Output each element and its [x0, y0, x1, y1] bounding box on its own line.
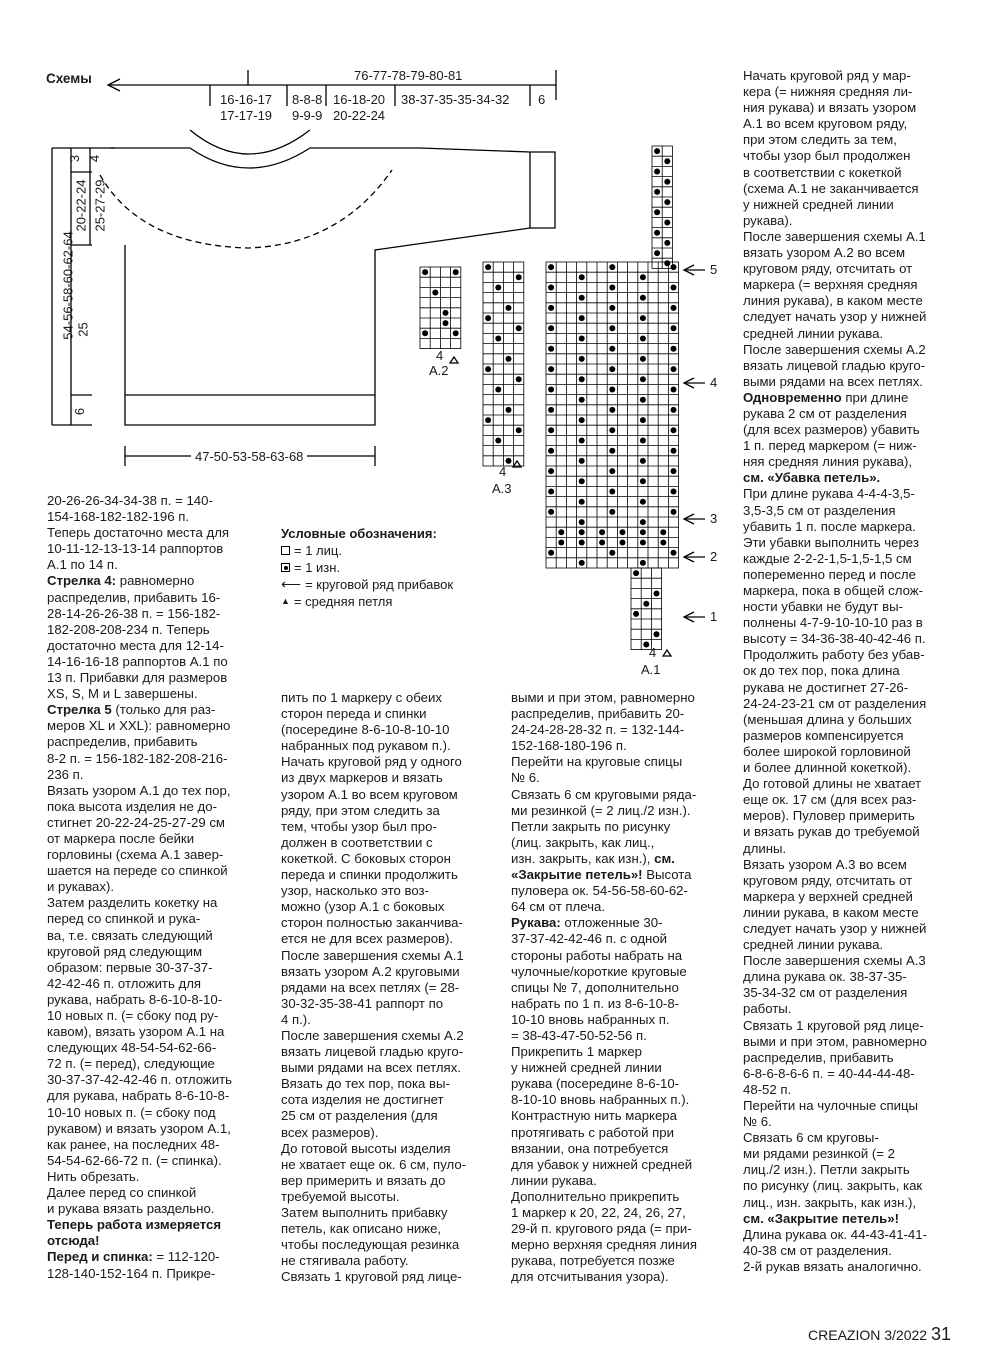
purl-stitch	[671, 325, 677, 331]
purl-stitch	[609, 550, 615, 556]
side-4-label: 4	[87, 154, 103, 163]
purl-stitch	[453, 330, 459, 336]
a1-label: А.1	[641, 662, 661, 677]
purl-stitch	[579, 417, 585, 423]
purl-stitch	[620, 540, 626, 546]
purl-symbol-icon	[281, 563, 290, 572]
purl-stitch	[633, 611, 639, 617]
purl-stitch	[516, 376, 522, 382]
legend-purl: = 1 изн.	[294, 560, 341, 575]
purl-stitch	[654, 189, 660, 195]
purl-stitch	[671, 387, 677, 393]
purl-stitch	[516, 427, 522, 433]
purl-stitch	[579, 499, 585, 505]
page-footer	[808, 1324, 951, 1345]
page-number: 31	[930, 1324, 951, 1344]
purl-stitch	[609, 305, 615, 311]
purl-stitch	[654, 148, 660, 154]
purl-stitch	[671, 509, 677, 515]
purl-stitch	[579, 438, 585, 444]
purl-stitch	[654, 250, 660, 256]
purl-stitch	[599, 540, 605, 546]
purl-stitch	[671, 550, 677, 556]
purl-stitch	[664, 220, 670, 226]
side-6-label: 6	[72, 407, 88, 416]
purl-stitch	[516, 325, 522, 331]
purl-stitch	[432, 290, 438, 296]
arrow-5-label: 5	[710, 262, 718, 277]
purl-stitch	[495, 438, 501, 444]
text-column-4: Начать круговой ряд у мар- кера (= нижняя средняя ли- ния рукава) и вязать узором А.1 во всем круговом ряду, при этом следить за тем, чтобы узор был продолжен в соответствии с кокеткой (схема А.1 не заканчивается у нижней средней линии рукава). После завершения схемы А.1 вязать узором А.2 во всем круговом ряду, отсчитать от маркера (= верхняя средняя линия рукава), в каком месте следует начать узор у нижней средней линии рукава. После завершения схемы А.2 вязать лицевой гладью круго- выми рядами на всех петлях. Одновременно при длине рукава 2 см от разделения (для всех размеров) убавить 1 п. перед маркером (= ниж- няя средняя линия рукава), см. «Убавка петель». При длине рукава 4-4-4-3,5- 3,5-3,5 см от разделения убавить 1 п. после маркера. Эти убавки выполнить через каждые 2-2-2-1,5-1,5-1,5 см попеременно перед и после маркера, пока в общей слож- ности убавки не будут вы- полнены 4-7-9-10-10-10 раз в высоту = 34-36-38-40-42-46 п. Продолжить работу без убав- ок до тех пор, пока длина рукава не достигнет 27-26- 24-24-23-21 см от разделения (меньшая длина у больших размеров компенсируется более широкой горловиной и более длинной кокеткой). До готовой длины не хватает еще ок. 17 см (для всех раз- меров). Пуловер примерить и вязать рукав до требуемой длины. Вязать узором А.3 во всем круговом ряду, отсчитать от маркера у верхней средней линии рукава, в каком месте следует начать узор у нижней средней линии рукава. После завершения схемы А.3 длина рукава ок. 38-37-35- 35-34-32 см от разделения работы. Связать 1 круговой ряд лице- выми и при этом, равномерно распределив, прибавить 6-8-6-8-6-6 п. = 40-44-44-48- 48-52 п. Перейти на чулочные спицы № 6. Связать 6 см круговы- ми рядами резинкой (= 2 лиц./2 изн.). Петли закрыть по рисунку (лиц. закрыть, как лиц., изн. закрыть, как изн.), см. «Закрытие петель»! Длина рукава ок. 44-43-41-41- 40-38 см от разделения. 2-й рукав вязать аналогично.	[743, 68, 927, 1274]
purl-stitch	[579, 376, 585, 382]
purl-stitch	[654, 631, 660, 637]
purl-stitch	[660, 540, 666, 546]
purl-stitch	[664, 179, 670, 185]
purl-stitch	[640, 458, 646, 464]
top-seg3-line1: 16-18-20	[333, 92, 386, 107]
purl-stitch	[671, 366, 677, 372]
legend	[281, 525, 453, 610]
purl-stitch	[640, 274, 646, 280]
legend-center: = средняя петля	[293, 594, 393, 609]
purl-stitch	[609, 366, 615, 372]
a2-four: 4	[436, 348, 444, 363]
purl-stitch	[654, 591, 660, 597]
side-3-label: 3	[67, 154, 83, 163]
purl-stitch	[654, 230, 660, 236]
text-column-3: выми и при этом, равномерно распределив, прибавить 20- 24-24-28-28-32 п. = 132-144- 152-168-180-196 п. Перейти на круговые спицы № 6. Связать 6 см круговыми ряда- ми резинкой (= 2 лиц./2 изн.). Петли закрыть по рисунку (лиц. закрыть, как лиц., изн. закрыть, как изн.), см. «Закрытие петель»! Высота пуловера ок. 54-56-58-60-62- 64 см от плеча. Рукава: отложенные 30- 37-37-42-42-46 п. с одной стороны работы набрать на чулочные/короткие круговые спицы № 7, дополнительно набрать по 1 п. из 8-6-10-8- 10-10 вновь набранных п. = 38-43-47-50-52-56 п. Прикрепить 1 маркер у нижней средней линии рукава (посередине 8-6-10- 8-10-10 вновь набранных п.). Контрастную нить маркера протягивать с работой при вязании, она потребуется для убавок у нижней средней линии рукава. Дополнительно прикрепить 1 маркер к 20, 22, 24, 26, 27, 29-й п. кругового ряда (= при- мерно верхняя средняя линия рукава, потребуется позже для отсчитывания узора).	[511, 690, 697, 1285]
purl-stitch	[548, 550, 554, 556]
purl-stitch	[664, 158, 670, 164]
top-seg1-line2: 17-17-19	[220, 108, 273, 123]
top-seg3-line2: 20-22-24	[333, 108, 386, 123]
purl-stitch	[506, 407, 512, 413]
purl-stitch	[609, 346, 615, 352]
purl-stitch	[599, 529, 605, 535]
purl-stitch	[579, 356, 585, 362]
purl-stitch	[664, 260, 670, 266]
purl-stitch	[609, 325, 615, 331]
purl-stitch	[579, 478, 585, 484]
purl-stitch	[633, 570, 639, 576]
purl-stitch	[671, 468, 677, 474]
legend-title: Условные обозначения:	[281, 526, 437, 541]
purl-stitch	[643, 601, 649, 607]
purl-stitch	[548, 387, 554, 393]
purl-stitch	[516, 274, 522, 280]
bottom-width-label: 47-50-53-58-63-68	[191, 449, 307, 464]
top-total-label: 76-77-78-79-80-81	[354, 68, 463, 83]
purl-stitch	[548, 468, 554, 474]
purl-stitch	[609, 489, 615, 495]
purl-stitch	[506, 458, 512, 464]
purl-stitch	[671, 264, 677, 270]
purl-stitch	[640, 529, 646, 535]
purl-stitch	[609, 285, 615, 291]
purl-stitch	[485, 315, 491, 321]
knit-symbol-icon	[281, 546, 290, 555]
purl-stitch	[548, 366, 554, 372]
arrow-2-label: 2	[710, 549, 718, 564]
purl-stitch	[609, 264, 615, 270]
purl-stitch	[579, 397, 585, 403]
purl-stitch	[579, 274, 585, 280]
purl-stitch	[506, 305, 512, 311]
purl-stitch	[548, 448, 554, 454]
purl-stitch	[654, 169, 660, 175]
side-yoke1-label: 20-22-24	[73, 179, 89, 232]
purl-stitch	[640, 519, 646, 525]
purl-stitch	[579, 315, 585, 321]
purl-stitch	[660, 529, 666, 535]
top-seg1-line1: 16-16-17	[220, 92, 273, 107]
arrow-1-label: 1	[710, 609, 718, 624]
purl-stitch	[422, 269, 428, 275]
purl-stitch	[609, 509, 615, 515]
purl-stitch	[640, 438, 646, 444]
purl-stitch	[485, 417, 491, 423]
purl-stitch	[579, 336, 585, 342]
top-seg4-line1: 38-37-35-35-34-32	[401, 92, 510, 107]
purl-stitch	[495, 285, 501, 291]
top-seg2-line1: 8-8-8	[292, 92, 323, 107]
purl-stitch	[495, 387, 501, 393]
top-seg2-line2: 9-9-9	[292, 108, 323, 123]
purl-stitch	[558, 529, 564, 535]
purl-stitch	[579, 529, 585, 535]
purl-stitch	[640, 478, 646, 484]
purl-stitch	[579, 458, 585, 464]
purl-stitch	[640, 376, 646, 382]
purl-stitch	[548, 325, 554, 331]
purl-stitch	[671, 346, 677, 352]
schemes-title: Схемы	[46, 71, 92, 86]
purl-stitch	[640, 315, 646, 321]
purl-stitch	[443, 320, 449, 326]
a3-label: А.3	[492, 481, 512, 496]
triangle-icon: ▲	[281, 596, 290, 606]
purl-stitch	[609, 407, 615, 413]
purl-stitch	[620, 529, 626, 535]
purl-stitch	[443, 310, 449, 316]
purl-stitch	[579, 519, 585, 525]
purl-stitch	[640, 417, 646, 423]
side-25-label: 25	[75, 322, 91, 337]
purl-stitch	[548, 346, 554, 352]
purl-stitch	[640, 336, 646, 342]
purl-stitch	[495, 336, 501, 342]
purl-stitch	[671, 427, 677, 433]
a2-label: А.2	[429, 363, 449, 378]
purl-stitch	[548, 489, 554, 495]
purl-stitch	[485, 366, 491, 372]
purl-stitch	[548, 285, 554, 291]
purl-stitch	[640, 356, 646, 362]
purl-stitch	[671, 489, 677, 495]
purl-stitch	[548, 305, 554, 311]
purl-stitch	[485, 264, 491, 270]
purl-stitch	[609, 387, 615, 393]
purl-stitch	[640, 540, 646, 546]
arrow-3-label: 3	[710, 511, 718, 526]
purl-stitch	[506, 356, 512, 362]
arrow-left-icon: ⟵	[281, 576, 302, 592]
purl-stitch	[664, 240, 670, 246]
purl-stitch	[609, 427, 615, 433]
purl-stitch	[609, 448, 615, 454]
purl-stitch	[548, 509, 554, 515]
arrow-4-label: 4	[710, 375, 718, 390]
purl-stitch	[609, 468, 615, 474]
top-seg5-line1: 6	[538, 92, 546, 107]
purl-stitch	[453, 269, 459, 275]
legend-knit: = 1 лиц.	[294, 543, 342, 558]
purl-stitch	[558, 540, 564, 546]
purl-stitch	[579, 295, 585, 301]
text-column-2: пить по 1 маркеру с обеих сторон переда и спинки (посередине 8-6-10-8-10-10 набранных под рукавом п.). Начать круговой ряд у одного из двух маркеров и вязать узором А.1 во всем круговом ряду, при этом следить за тем, чтобы узор был про- должен в соответствии с кокеткой. С боковых сторон переда и спинки продолжить узор, насколько это воз- можно (узор А.1 с боковых сторон полностью заканчива- ется не для всех размеров). После завершения схемы А.1 вязать узором А.2 круговыми рядами на всех петлях (= 28- 30-32-35-38-41 раппорт по 4 п.). После завершения схемы А.2 вязать лицевой гладью круго- выми рядами на всех петлях. Вязать до тех пор, пока вы- сота изделия не достигнет 25 см от разделения (для всех размеров). До готовой высоты изделия не хватает еще ок. 6 см, пуло- вер примерить и вязать до требуемой высоты. Затем выполнить прибавку петель, как описано ниже, чтобы последующая резинка не стягивала работу. Связать 1 круговой ряд лице-	[281, 690, 467, 1285]
purl-stitch	[671, 407, 677, 413]
purl-stitch	[640, 499, 646, 505]
text-column-1: 20-26-26-34-34-38 п. = 140- 154-168-182-182-196 п. Теперь достаточно места для 10-11-12-13-13-14 раппортов А.1 по 14 п. Стрелка 4: равномерно распределив, прибавить 16- 28-14-26-26-38 п. = 156-182- 182-208-208-234 п. Теперь достаточно места для 12-14- 14-16-16-18 раппортов А.1 по 13 п. Прибавки для размеров XS, S, M и L завершены. Стрелка 5 (только для раз- меров XL и XXL): равномерно распределив, прибавить 8-2 п. = 156-182-182-208-216- 236 п. Вязать узором А.1 до тех пор, пока высота изделия не до- стигнет 20-22-24-25-27-29 см от маркера после бейки горловины (схема А.1 завер- шается на переде со спинкой и рукавах). Затем разделить кокетку на перед со спинкой и рука- ва, т.е. связать следующий круговой ряд следующим образом: первые 30-37-37- 42-42-46 п. отложить для рукава, набрать 8-6-10-8-10- 10 новых п. (= сбоку под ру- кавом), вязать узором А.1 на следующих 48-54-54-62-66- 72 п. (= перед), следующие 30-37-37-42-42-46 п. отложить для рукава, набрать 8-6-10-8- 10-10 новых п. (= сбоку под рукавом) и вязать узором А.1, как ранее, на последних 48- 54-54-62-66-72 п. (= спинка). Нить обрезать. Далее перед со спинкой и рукава вязать раздельно. Теперь работа измеряется отсюда! Перед и спинка: = 112-120- 128-140-152-164 п. Прикре-	[47, 493, 233, 1281]
purl-stitch	[640, 560, 646, 566]
side-yoke2-label: 25-27-29	[92, 179, 108, 232]
purl-stitch	[671, 285, 677, 291]
purl-stitch	[664, 199, 670, 205]
a3-four: 4	[499, 464, 507, 479]
legend-inc: = круговой ряд прибавок	[305, 577, 454, 592]
purl-stitch	[548, 407, 554, 413]
purl-stitch	[579, 560, 585, 566]
purl-stitch	[548, 264, 554, 270]
magazine-name: CREAZION 3/2022	[808, 1327, 928, 1343]
purl-stitch	[671, 305, 677, 311]
purl-stitch	[548, 427, 554, 433]
purl-stitch	[671, 448, 677, 454]
purl-stitch	[579, 540, 585, 546]
purl-stitch	[640, 295, 646, 301]
purl-stitch	[422, 330, 428, 336]
a1-four: 4	[649, 645, 657, 660]
side-total-label: 54-56-58-60-62-64	[60, 231, 76, 340]
purl-stitch	[640, 397, 646, 403]
purl-stitch	[654, 209, 660, 215]
